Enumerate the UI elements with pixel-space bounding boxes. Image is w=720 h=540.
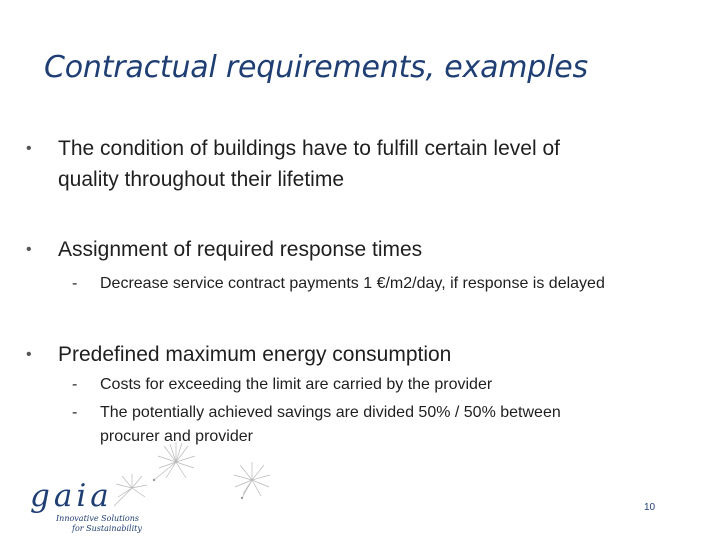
- page-number: 10: [644, 502, 656, 513]
- sub-bullet-marker: -: [72, 275, 78, 292]
- bullet-text: The condition of buildings have to fulfill certain level of: [58, 137, 560, 160]
- logo-tagline: for Sustainability: [72, 524, 142, 533]
- bullet-text: Predefined maximum energy consumption: [58, 343, 452, 366]
- sub-bullet-text: Decrease service contract payments 1 €/m2/day, if response is delayed: [100, 275, 605, 292]
- dandelion-seed-icon: [228, 460, 274, 502]
- dandelion-seed-icon: [110, 472, 150, 508]
- bullet-text: Assignment of required response times: [58, 238, 423, 261]
- bullet-text: quality throughout their lifetime: [58, 168, 344, 191]
- logo-tagline: Innovative Solutions: [56, 514, 139, 523]
- slide-title: Contractual requirements, examples: [44, 50, 588, 85]
- sub-bullet-text: Costs for exceeding the limit are carried by the provider: [100, 376, 493, 393]
- bullet-marker: •: [26, 241, 32, 258]
- gaia-logo: [30, 478, 190, 534]
- logo-wordmark: gaia: [30, 478, 113, 514]
- sub-bullet-marker: -: [72, 404, 78, 421]
- sub-bullet-marker: -: [72, 376, 78, 393]
- sub-bullet-text: The potentially achieved savings are divided 50% / 50% between: [100, 404, 561, 421]
- bullet-marker: •: [26, 140, 32, 157]
- sub-bullet-text: procurer and provider: [100, 428, 253, 445]
- bullet-marker: •: [26, 346, 32, 363]
